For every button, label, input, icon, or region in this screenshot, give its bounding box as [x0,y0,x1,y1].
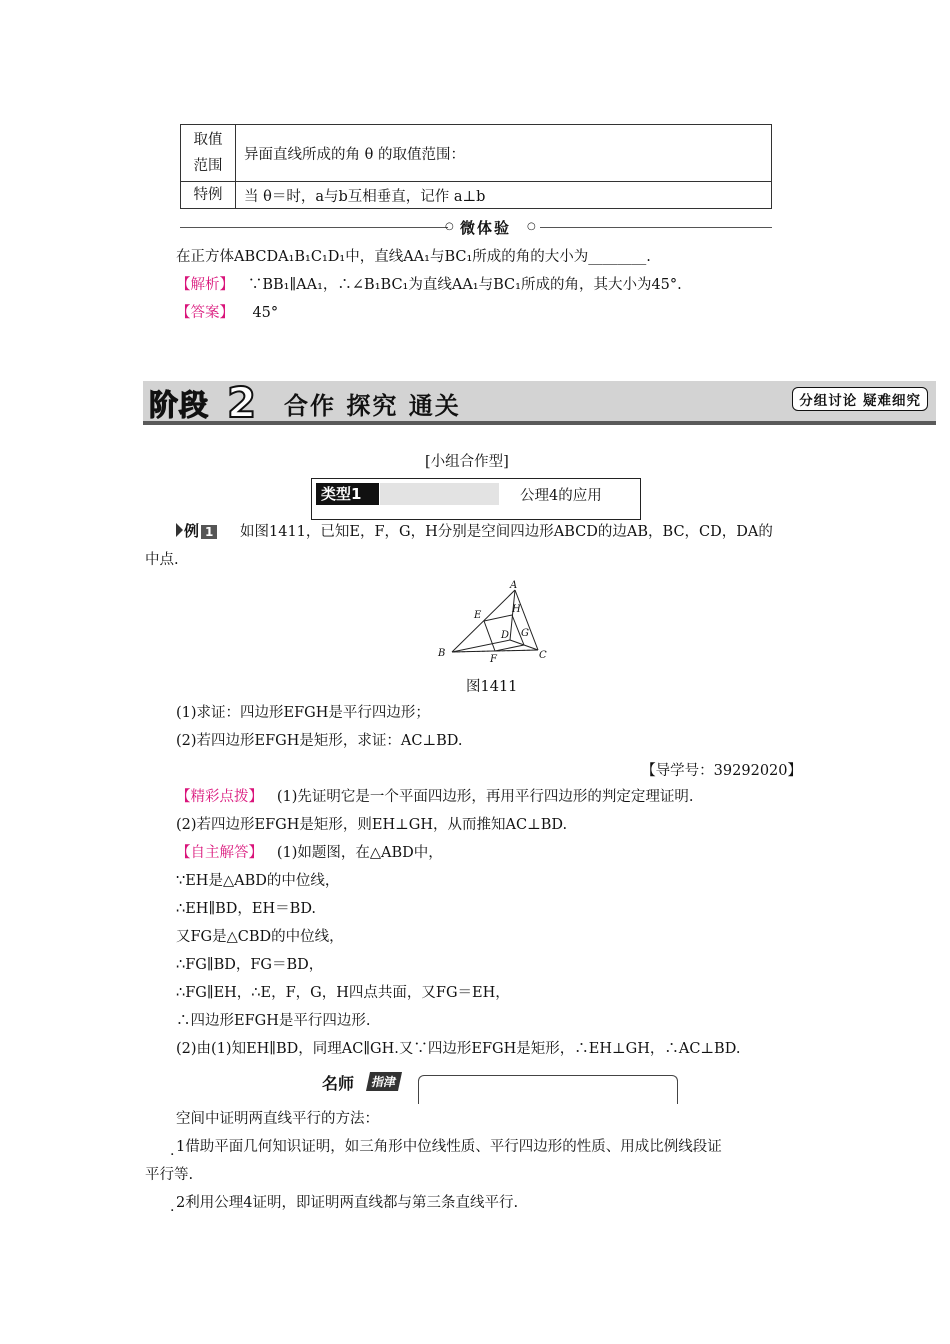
stage-banner [143,378,936,427]
vertex-label-d: D [501,630,510,641]
stage-label: 阶段 [149,388,210,422]
vertex-label-h: H [512,604,521,615]
vertex-label-a: A [510,580,518,591]
hint-line-1: 【精彩点拨】 (1)先证明它是一个平面四边形，再用平行四边形的判定定理证明. [176,789,694,805]
micro-experience-divider: ○ 微体验 ○ [180,217,772,237]
analysis-text: ∵BB₁∥AA₁，∴∠B₁BC₁为直线AA₁与BC₁所成的角，其大小为45°. [247,277,682,293]
table-value: 当 θ＝时，a与b互相垂直，记作 a⊥b [236,182,772,209]
method-1-line-2: 平行等. [145,1167,194,1183]
answer-label: 【答案】 [176,305,234,321]
table-row [181,182,772,209]
example-text-2: 中点. [145,552,179,568]
answer-text: 45° [252,305,279,321]
triangle-icon [176,523,183,537]
type-box [311,478,641,520]
solution-line: ∴EH∥BD，EH＝BD. [176,901,317,917]
solution-line: ∴FG∥BD，FG＝BD， [176,957,324,973]
micro-answer [176,303,278,323]
micro-analysis [176,275,682,295]
teacher-title-b: 指津 [366,1072,402,1091]
table-value: 异面直线所成的角 θ 的取值范围： [236,125,772,182]
stage-tag: 分组讨论 疑难细究 [792,387,928,411]
analysis-label: 【解析】 [176,277,234,293]
table-row [181,125,772,182]
question-1: (1)求证：四边形EFGH是平行四边形； [176,705,430,721]
example-text-1: 如图1411，已知E，F，G，H分别是空间四边形ABCD的边AB，BC，CD，DA的 [240,524,773,540]
tetrahedron-figure [430,578,560,670]
teacher-intro: 空间中证明两直线平行的方法： [176,1111,379,1127]
table-key: 特例 [181,182,236,209]
vertex-label-b: B [438,648,446,659]
solution-line: ∵EH是△ABD的中位线， [176,873,340,889]
vertex-label-c: C [539,650,547,661]
hint-label: 【精彩点拨】 [176,789,263,805]
stage-title: 合作 探究 通关 [284,392,461,420]
method-2: . 2利用公理4证明，即证明两直线都与第三条直线平行. [176,1193,518,1213]
stage-number: 2 [227,378,257,427]
solution-label: 【自主解答】 [176,845,263,861]
solution-line: (2)由(1)知EH∥BD，同理AC∥GH.又∵四边形EFGH是矩形，∴EH⊥GH，∴AC⊥BD. [176,1041,741,1057]
solution-line: ∴FG∥EH，∴E，F，G，H四点共面，又FG＝EH， [176,985,510,1001]
guide-number: 【导学号：39292020】 [641,763,802,779]
solution-line-1: 【自主解答】 (1)如题图，在△ABD中， [176,845,443,861]
micro-question: 在正方体ABCDA₁B₁C₁D₁中，直线AA₁与BC₁所成的角的大小为________. [176,249,651,265]
table-key: 取值 范围 [181,125,236,182]
vertex-label-e: E [474,610,482,621]
example-tag: 例 1 [176,520,217,541]
solution-line: ∴四边形EFGH是平行四边形. [176,1013,371,1029]
hint-line-2: (2)若四边形EFGH是矩形，则EH⊥GH，从而推知AC⊥BD. [176,817,568,833]
micro-title: 微体验 [460,219,512,237]
figure-caption: 图1411 [466,679,518,695]
type-label: 类型1 [316,483,379,505]
method-1-line-1: . 1借助平面几何知识证明，如三角形中位线性质、平行四边形的性质、用成比例线段证 [176,1137,722,1157]
type-name: 公理4的应用 [520,488,602,504]
vertex-label-f: F [490,654,497,665]
solution-line: 又FG是△CBD的中位线， [176,929,344,945]
question-2: (2)若四边形EFGH是矩形，求证：AC⊥BD. [176,733,463,749]
definition-table [180,124,772,209]
teacher-guide-header [318,1069,678,1099]
vertex-label-g: G [521,628,529,639]
teacher-title-a: 名师 [322,1074,355,1093]
group-heading: [小组合作型] [425,454,509,470]
